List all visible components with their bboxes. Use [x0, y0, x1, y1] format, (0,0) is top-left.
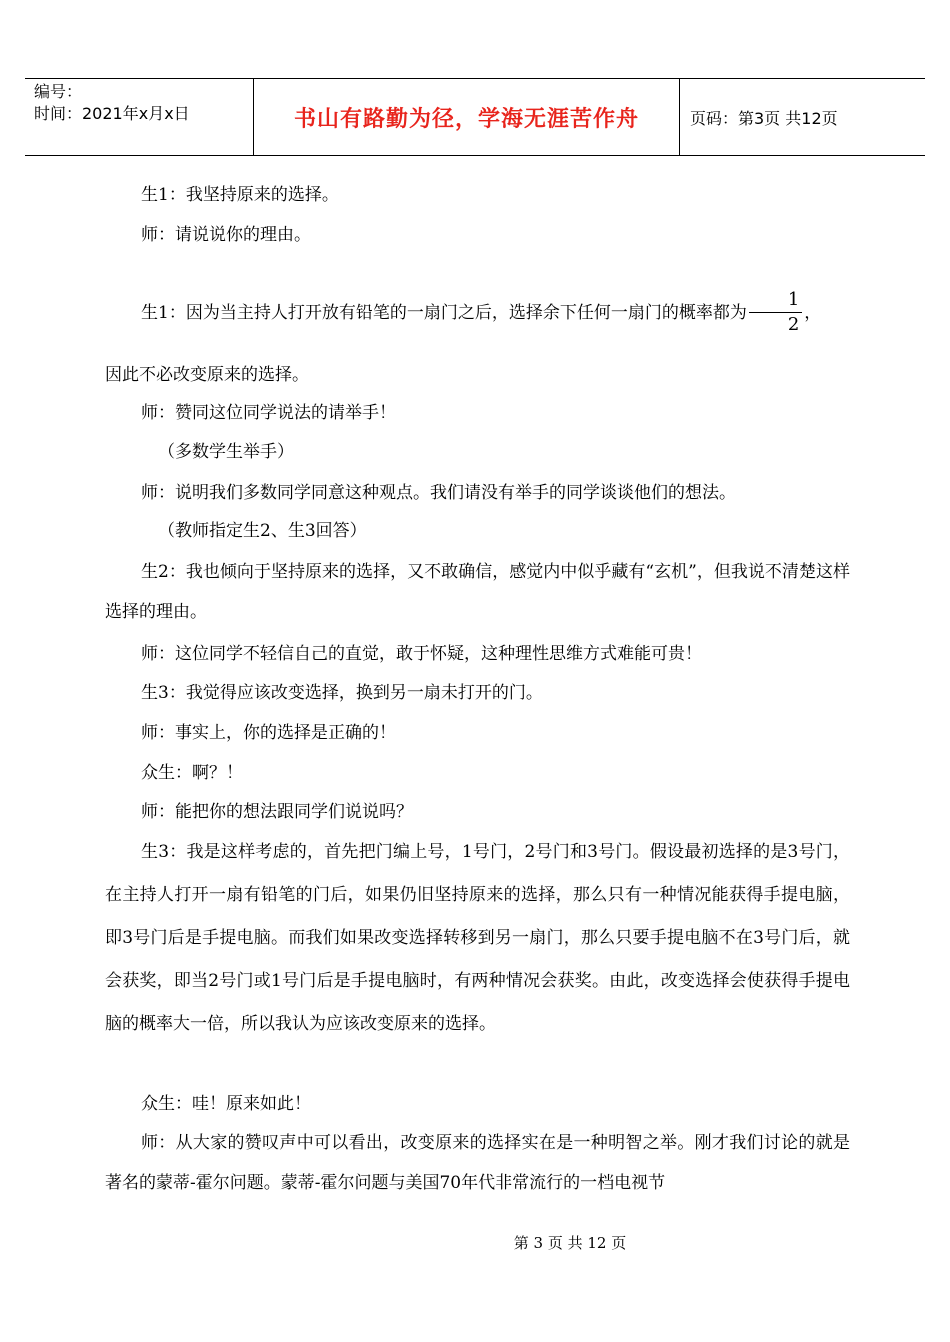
paragraph: 生3：我觉得应该改变选择，换到另一扇未打开的门。: [141, 683, 543, 703]
paragraph: 生3：我是这样考虑的，首先把门编上号，1号门，2号门和3号门。假设最初选择的是3号门，在主持人打开一扇有铅笔的门后，如果仍旧坚持原来的选择，那么只有一种情况能获得手提电脑，即3号门后是手提电脑。而我们如果改变选择转移到另一扇门，那么只要手提电脑不在3号门后，就会获奖，即当2号门或1号门后是手提电脑时，有两种情况会获奖。由此，改变选择会使获得手提电脑的概率大一倍，所以我认为应该改变原来的选择。: [105, 842, 850, 1034]
header-motto: 书山有路勤为径，学海无涯苦作舟: [254, 79, 680, 155]
fraction-denominator: 2: [787, 314, 800, 335]
paragraph: 因此不必改变原来的选择。: [105, 365, 309, 385]
document-time-label: 时间：2021年x月x日: [34, 104, 190, 123]
paragraph: 师：说明我们多数同学同意这种观点。我们请没有举手的同学谈谈他们的想法。: [141, 483, 736, 503]
paragraph: 众生：啊？！: [141, 763, 243, 783]
header-page-info: 页码：第3页 共12页: [690, 108, 838, 128]
fraction-numerator: 1: [749, 288, 802, 313]
paragraph-text: 生1：因为当主持人打开放有铅笔的一扇门之后，选择余下任何一扇门的概率都为: [141, 303, 747, 323]
paragraph-text: ，: [804, 303, 822, 323]
paragraph: （多数学生举手）: [158, 442, 294, 462]
paragraph: 师：这位同学不轻信自己的直觉，敢于怀疑，这种理性思维方式难能可贵！: [141, 644, 702, 664]
document-number-label: 编号：: [34, 82, 83, 101]
paragraph: 师：请说说你的理由。: [141, 225, 311, 245]
header-meta: [25, 79, 254, 155]
paragraph: 师：赞同这位同学说法的请举手！: [141, 403, 396, 423]
page-footer: 第 3 页 共 12 页: [513, 1234, 627, 1252]
paragraph: 生1：我坚持原来的选择。: [141, 185, 339, 205]
paragraph: 师：能把你的想法跟同学们说说吗？: [141, 802, 413, 822]
paragraph: （教师指定生2、生3回答）: [158, 521, 367, 541]
paragraph: 生2：我也倾向于坚持原来的选择，又不敢确信，感觉内中似乎藏有“玄机”，但我说不清楚这样选择的理由。: [105, 562, 850, 622]
paragraph: 众生：哇！原来如此！: [141, 1094, 311, 1114]
fraction: [749, 288, 802, 337]
paragraph-with-fraction: [105, 288, 850, 337]
paragraph: 师：从大家的赞叹声中可以看出，改变原来的选择实在是一种明智之举。刚才我们讨论的就是著名的蒙蒂-霍尔问题。蒙蒂-霍尔问题与美国70年代非常流行的一档电视节: [105, 1133, 850, 1193]
page-header: [25, 78, 925, 156]
paragraph: 师：事实上，你的选择是正确的！: [141, 723, 396, 743]
